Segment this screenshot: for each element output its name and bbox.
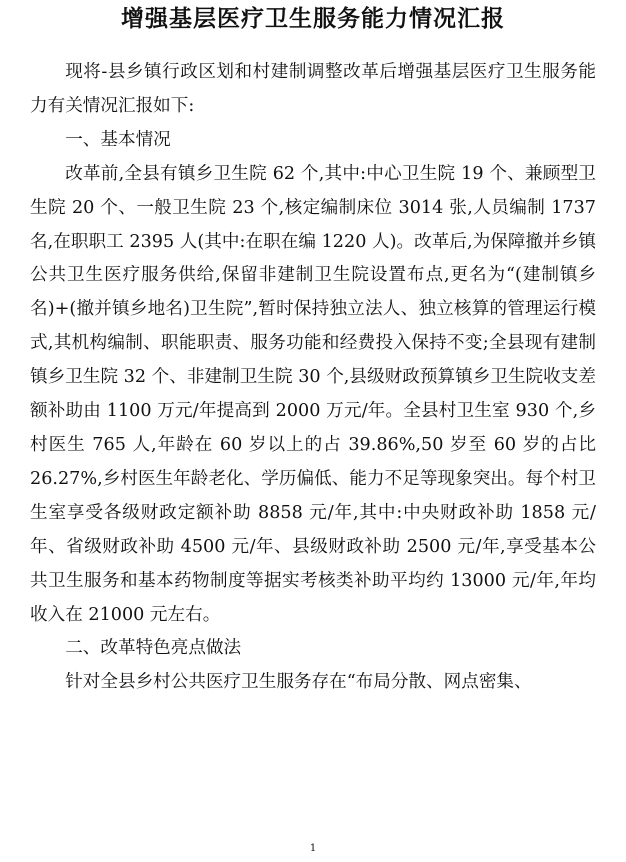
basic-situation-paragraph: 改革前,全县有镇乡卫生院 62 个,其中:中心卫生院 19 个、兼顾型卫生院 20 个、一般卫生院 23 个,核定编制床位 3014 张,人员编制 1737 名,在职职工 2395 人(其中:在职在编 1220 人)。改革后,为保障撤并乡镇公共卫生医疗服务供给,保留非建制卫生院设置布点,更名为“(建制镇乡名)+(撤并镇乡地名)卫生院”,暂时保持独立法人、独立核算的管理运行模式,其机构编制、职能职责、服务功能和经费投入保持不变;全县现有建制镇乡卫生院 32 个、非建制卫生院 30 个,县级财政预算镇乡卫生院收支差额补助由 1100 万元/年提高到 2000 万元/年。全县村卫生室 930 个,乡村医生 765 人,年龄在 60 岁以上的占 39.86%,50 岁至 60 岁的占比 26.27%,乡村医生年龄老化、学历偏低、能力不足等现象突出。每个村卫生室享受各级财政定额补助 8858 元/年,其中:中央财政补助 1858 元/年、省级财政补助 4500 元/年、县级财政补助 2500 元/年,享受基本公共卫生服务和基本药物制度等据实考核类补助平均约 13000 元/年,年均收入在 21000 元左右。 xyxy=(30,163,596,625)
section-heading-reform-highlights: 二、改革特色亮点做法 xyxy=(65,638,242,659)
document-title: 增强基层医疗卫生服务能力情况汇报 xyxy=(121,6,505,32)
page-number: 1 xyxy=(309,843,317,854)
reform-highlights-paragraph: 针对全县乡村公共医疗卫生服务存在“布局分散、网点密集、 xyxy=(65,672,532,693)
intro-paragraph: 现将-县乡镇行政区划和村建制调整改革后增强基层医疗卫生服务能力有关情况汇报如下: xyxy=(30,62,596,116)
section-heading-basic-situation: 一、基本情况 xyxy=(65,129,171,150)
document-body xyxy=(30,56,596,700)
